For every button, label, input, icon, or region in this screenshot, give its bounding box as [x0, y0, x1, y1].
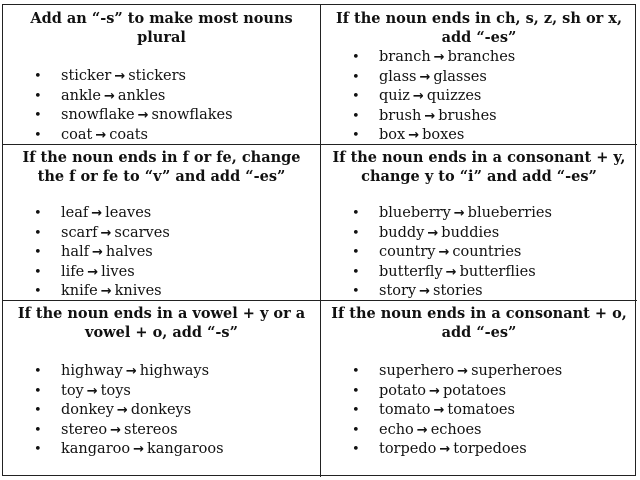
- plural-word: scarves: [114, 224, 170, 241]
- right-arrow-icon: →: [91, 206, 103, 221]
- right-arrow-icon: →: [427, 225, 439, 241]
- singular-word: scarf: [61, 224, 98, 241]
- bullet-icon: •: [352, 206, 360, 221]
- plural-word: boxes: [422, 127, 465, 143]
- list-item: [9, 224, 314, 244]
- list-item: [9, 401, 314, 421]
- list-item: [327, 68, 631, 88]
- list-item: [327, 263, 631, 283]
- plural-word: quizzes: [426, 88, 482, 104]
- bullet-icon: •: [352, 245, 360, 260]
- list-item: [9, 263, 314, 283]
- list-item: [327, 126, 631, 145]
- bullet-icon: •: [352, 128, 360, 143]
- singular-word: stereo: [61, 421, 108, 438]
- singular-word: life: [61, 263, 85, 280]
- plural-word: buddies: [441, 224, 500, 241]
- list-item: [327, 224, 631, 244]
- list-item: [9, 67, 314, 87]
- list-item: [9, 126, 314, 146]
- right-arrow-icon: →: [438, 245, 450, 260]
- bullet-icon: •: [34, 284, 42, 299]
- plural-word: blueberries: [467, 205, 552, 221]
- right-arrow-icon: →: [100, 225, 112, 241]
- plural-word: stickers: [128, 68, 187, 84]
- singular-word: sticker: [61, 68, 112, 84]
- singular-word: buddy: [379, 224, 425, 241]
- plural-word: kangaroos: [147, 441, 224, 457]
- plural-word: branches: [447, 49, 516, 65]
- bullet-icon: •: [34, 264, 42, 280]
- singular-word: snowflake: [61, 107, 135, 123]
- right-arrow-icon: →: [116, 403, 128, 418]
- rule-heading: If the noun ends in a consonant + y, change y to “i” and add “-es”: [332, 149, 626, 185]
- rule-heading: If the noun ends in a vowel + y or a vowel + o, add “-s”: [17, 305, 306, 341]
- plural-word: stories: [433, 283, 483, 299]
- right-arrow-icon: →: [457, 364, 469, 379]
- right-arrow-icon: →: [87, 264, 99, 280]
- list-item: [9, 382, 314, 402]
- rule-cell-consonant-y: [321, 145, 637, 301]
- plural-word: echoes: [430, 421, 482, 438]
- bullet-icon: •: [352, 264, 360, 280]
- singular-word: quiz: [379, 88, 410, 104]
- example-list: [327, 204, 631, 301]
- bullet-icon: •: [352, 108, 360, 124]
- right-arrow-icon: →: [445, 264, 457, 280]
- singular-word: donkey: [61, 402, 114, 418]
- singular-word: coat: [61, 126, 93, 143]
- singular-word: brush: [379, 107, 422, 124]
- bullet-icon: •: [352, 364, 360, 379]
- example-list: [9, 362, 314, 460]
- plural-word: halves: [105, 244, 153, 260]
- singular-word: box: [379, 127, 406, 143]
- singular-word: echo: [379, 421, 414, 438]
- bullet-icon: •: [34, 88, 42, 104]
- plural-word: superheroes: [471, 363, 563, 379]
- bullet-icon: •: [34, 364, 42, 379]
- bullet-icon: •: [34, 245, 42, 260]
- list-item: [327, 440, 631, 460]
- right-arrow-icon: →: [453, 206, 465, 221]
- right-arrow-icon: →: [104, 88, 115, 104]
- singular-word: branch: [379, 49, 431, 65]
- right-arrow-icon: →: [100, 284, 112, 299]
- plural-word: countries: [452, 244, 522, 260]
- list-item: [327, 421, 631, 441]
- bullet-icon: •: [352, 284, 360, 299]
- singular-word: ankle: [61, 87, 101, 104]
- plural-word: tomatoes: [447, 402, 515, 418]
- right-arrow-icon: →: [433, 50, 445, 65]
- bullet-icon: •: [352, 422, 360, 438]
- singular-word: superhero: [379, 363, 455, 379]
- rule-heading: If the noun ends in a consonant + o, add “-es”: [331, 305, 627, 341]
- bullet-icon: •: [34, 422, 42, 438]
- singular-word: kangaroo: [61, 441, 131, 457]
- list-item: [327, 107, 631, 127]
- list-item: [9, 282, 314, 301]
- plural-word: highways: [139, 363, 210, 379]
- singular-word: story: [379, 283, 417, 299]
- list-item: [9, 362, 314, 382]
- bullet-icon: •: [34, 225, 42, 241]
- singular-word: half: [61, 244, 89, 260]
- list-item: [9, 440, 314, 460]
- bullet-icon: •: [34, 383, 42, 399]
- bullet-icon: •: [34, 108, 42, 123]
- example-list: [9, 204, 314, 301]
- bullet-icon: •: [34, 403, 42, 418]
- list-item: [9, 87, 314, 107]
- right-arrow-icon: →: [412, 89, 424, 104]
- singular-word: torpedo: [379, 441, 437, 457]
- right-arrow-icon: →: [424, 108, 436, 124]
- example-list: [9, 67, 314, 145]
- list-item: [9, 204, 314, 224]
- bullet-icon: •: [34, 206, 42, 221]
- bullet-icon: •: [34, 442, 42, 457]
- right-arrow-icon: →: [433, 403, 445, 418]
- list-item: [327, 87, 631, 107]
- singular-word: blueberry: [379, 205, 451, 221]
- right-arrow-icon: →: [419, 284, 431, 299]
- list-item: [9, 243, 314, 263]
- right-arrow-icon: →: [416, 422, 428, 438]
- rule-cell-add-s: [3, 5, 321, 145]
- plural-word: knives: [114, 283, 162, 299]
- bullet-icon: •: [352, 225, 360, 241]
- rule-heading: If the noun ends in f or fe, change the f or fe to “v” and add “-es”: [22, 149, 301, 185]
- singular-word: toy: [61, 382, 84, 399]
- right-arrow-icon: →: [92, 245, 103, 260]
- right-arrow-icon: →: [95, 127, 107, 143]
- list-item: [327, 243, 631, 263]
- list-item: [9, 106, 314, 126]
- rule-cell-consonant-o: [321, 301, 637, 477]
- right-arrow-icon: →: [110, 422, 121, 438]
- example-list: [327, 362, 631, 460]
- list-item: [327, 401, 631, 421]
- example-list: [327, 48, 631, 145]
- plural-word: donkeys: [130, 402, 192, 418]
- right-arrow-icon: →: [439, 442, 451, 457]
- plural-word: lives: [101, 263, 135, 280]
- plural-rules-table: [2, 4, 636, 476]
- right-arrow-icon: →: [429, 383, 440, 399]
- plural-word: snowflakes: [151, 107, 233, 123]
- plural-word: brushes: [438, 107, 497, 124]
- bullet-icon: •: [352, 89, 360, 104]
- list-item: [327, 204, 631, 224]
- plural-word: butterflies: [459, 263, 536, 280]
- rule-cell-vowel-y-o: [3, 301, 321, 477]
- right-arrow-icon: →: [419, 69, 431, 85]
- rule-heading: Add an “-s” to make most nouns plural: [30, 10, 293, 46]
- singular-word: highway: [61, 363, 123, 379]
- singular-word: knife: [61, 283, 98, 299]
- singular-word: tomato: [379, 402, 431, 418]
- bullet-icon: •: [352, 69, 360, 85]
- bullet-icon: •: [34, 69, 42, 84]
- list-item: [9, 421, 314, 441]
- list-item: [327, 362, 631, 382]
- singular-word: potato: [379, 382, 427, 399]
- right-arrow-icon: →: [114, 69, 126, 84]
- bullet-icon: •: [352, 50, 360, 65]
- bullet-icon: •: [34, 127, 42, 143]
- rule-cell-f-fe: [3, 145, 321, 301]
- right-arrow-icon: →: [86, 383, 98, 399]
- plural-word: glasses: [433, 68, 487, 85]
- singular-word: leaf: [61, 205, 89, 221]
- list-item: [327, 282, 631, 301]
- plural-word: stereos: [124, 421, 178, 438]
- rule-cell-add-es: [321, 5, 637, 145]
- plural-word: leaves: [105, 205, 152, 221]
- singular-word: country: [379, 244, 436, 260]
- right-arrow-icon: →: [133, 442, 144, 457]
- plural-word: potatoes: [442, 382, 507, 399]
- plural-word: toys: [100, 382, 131, 399]
- right-arrow-icon: →: [408, 128, 420, 143]
- bullet-icon: •: [352, 442, 360, 457]
- singular-word: butterfly: [379, 263, 443, 280]
- bullet-icon: •: [352, 383, 360, 399]
- bullet-icon: •: [352, 403, 360, 418]
- right-arrow-icon: →: [125, 364, 137, 379]
- plural-word: torpedoes: [453, 441, 527, 457]
- plural-word: coats: [109, 126, 148, 143]
- singular-word: glass: [379, 68, 417, 85]
- list-item: [327, 48, 631, 68]
- plural-word: ankles: [117, 87, 166, 104]
- list-item: [327, 382, 631, 402]
- rule-heading: If the noun ends in ch, s, z, sh or x, add “-es”: [335, 10, 622, 46]
- right-arrow-icon: →: [137, 108, 149, 123]
